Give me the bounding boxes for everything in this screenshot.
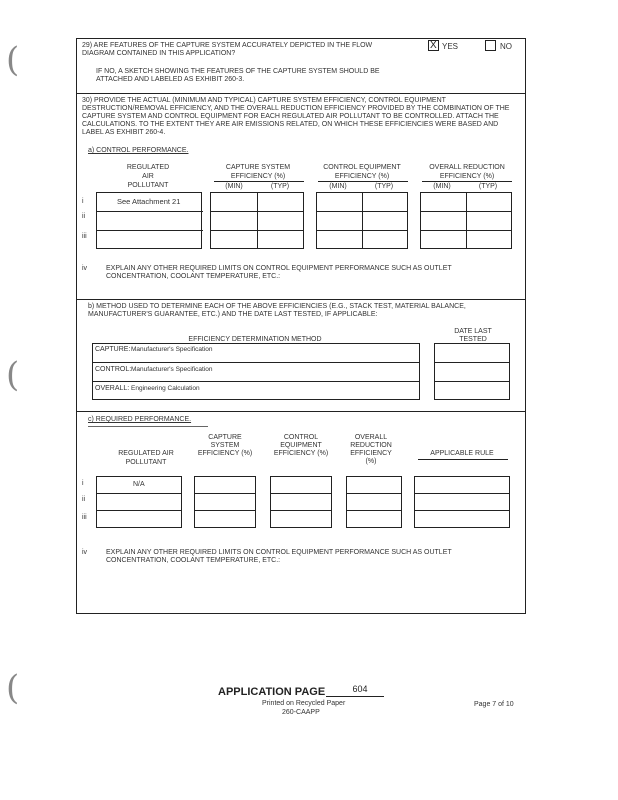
q30a-pollutant-cell[interactable] <box>97 212 203 231</box>
q30b-col-date-1: DATE LAST <box>454 328 492 335</box>
q30c-iv-text: EXPLAIN ANY OTHER REQUIRED LIMITS ON CONTROL EQUIPMENT PERFORMANCE SUCH AS OUTLET CONCENTRATION, COOLANT TEMPERATURE, ETC.: <box>106 549 452 564</box>
form-code: 260-CAAPP <box>282 709 320 716</box>
application-page-number-underline <box>326 696 384 697</box>
q30a-capture-typ-cell[interactable] <box>258 231 304 249</box>
application-page-label: APPLICATION PAGE <box>218 686 326 698</box>
q30c-rule-cell[interactable] <box>415 511 509 527</box>
q30b-date-cell[interactable] <box>435 363 509 382</box>
q30c-col-overall-2: REDUCTION <box>350 442 392 449</box>
q30c-rule-grid <box>414 476 510 528</box>
q30a-capture-min-cell[interactable] <box>211 193 258 212</box>
page-of: Page 7 of 10 <box>474 701 514 708</box>
q30c-control-cell[interactable] <box>271 511 331 527</box>
q30a-overall-underline <box>422 181 512 182</box>
q30a-col-pollutant-3: POLLUTANT <box>127 182 169 189</box>
q30b-date-grid <box>434 343 510 400</box>
q30a-row-label-ii: ii <box>82 213 86 220</box>
application-page-number: 604 <box>352 684 368 694</box>
q30c-capture-cell[interactable] <box>195 511 255 527</box>
binder-hole-mark-bottom: ( <box>6 668 20 708</box>
q29-no-label: NO <box>500 42 512 51</box>
q30a-capture-min-cell[interactable] <box>211 231 258 249</box>
q30c-row-label-iii: iii <box>82 514 87 521</box>
q30a-capture-underline <box>214 181 304 182</box>
q30b-capture-value: Manufacturer's Specification <box>131 346 213 353</box>
divider-29-30 <box>76 93 526 94</box>
q30a-overall-typ-cell[interactable] <box>467 193 512 212</box>
q30a-col-control-2: EFFICIENCY (%) <box>334 173 390 180</box>
q30a-overall-min-cell[interactable] <box>421 212 467 231</box>
q30a-overall-typ-cell[interactable] <box>467 231 512 249</box>
q30a-capture-typ: (TYP) <box>270 183 290 190</box>
q30c-overall-cell[interactable] <box>347 477 401 494</box>
q29-text: 29) ARE FEATURES OF THE CAPTURE SYSTEM ACCURATELY DEPICTED IN THE FLOW DIAGRAM CONTAINED IN THIS APPLICATION? <box>82 42 373 57</box>
q30a-control-min-cell[interactable] <box>317 193 363 212</box>
q30c-col-control-3: EFFICIENCY (%) <box>273 450 329 457</box>
q30c-pollutant-cell[interactable] <box>97 511 181 527</box>
q29-yes-mark: X <box>430 40 437 51</box>
q30a-col-pollutant-1: REGULATED <box>126 164 170 171</box>
q30b-method-row-overall[interactable] <box>93 382 419 399</box>
q30c-title-rule <box>88 426 208 427</box>
q30-text: 30) PROVIDE THE ACTUAL (MINIMUM AND TYPICAL) CAPTURE SYSTEM EFFICIENCY, CONTROL EQUIPMENT DESTRUCTION/REMOVAL EFFICIENCY, AND THE OVERALL REDUCTION EFFICIENCY PROVIDED BY THE COMBINATION OF THE CAPTURE SYSTEM AND CONTROL EQUIPMENT FOR EACH REGULATED AIR POLLUTANT TO BE CONTROLLED. ATTACH THE CALCULATIONS. TO THE EXTENT THEY ARE AIR EMISSIONS RELATED, ON WHICH THESE EFFICIENCIES WERE BASED AND LABEL AS EXHIBIT 260-4. <box>82 97 510 136</box>
q30c-col-pollutant-1: REGULATED AIR <box>118 450 174 457</box>
q29-yes-label: YES <box>442 42 459 51</box>
q30c-col-control-2: EQUIPMENT <box>280 442 322 449</box>
q30b-date-cell[interactable] <box>435 344 509 363</box>
binder-hole-mark-middle: ( <box>6 355 20 395</box>
q30a-overall-min-cell[interactable] <box>421 231 467 249</box>
q30a-iv-label: iv <box>82 265 88 272</box>
q30c-pollutant-value: N/A <box>133 481 145 488</box>
q30b-method-row-control[interactable] <box>93 363 419 382</box>
binder-hole-mark-top: ( <box>6 40 20 80</box>
q30a-col-control-1: CONTROL EQUIPMENT <box>323 164 401 171</box>
q30b-col-date-2: TESTED <box>459 336 487 343</box>
q30b-method-grid <box>92 343 420 400</box>
q30c-capture-cell[interactable] <box>195 494 255 511</box>
q30b-date-cell[interactable] <box>435 382 509 399</box>
q30a-iv-text: EXPLAIN ANY OTHER REQUIRED LIMITS ON CONTROL EQUIPMENT PERFORMANCE SUCH AS OUTLET CONCENTRATION, COOLANT TEMPERATURE, ETC.: <box>106 265 452 280</box>
q30a-col-overall-2: EFFICIENCY (%) <box>439 173 495 180</box>
q30c-row-label-ii: ii <box>82 496 86 503</box>
q30c-overall-cell[interactable] <box>347 511 401 527</box>
q29-yes-checkbox[interactable] <box>428 40 439 51</box>
q30c-capture-grid <box>194 476 256 528</box>
q30a-capture-min-cell[interactable] <box>211 212 258 231</box>
q30c-col-overall-4: (%) <box>365 458 377 465</box>
q30a-row-label-i: i <box>82 198 84 205</box>
q30c-overall-grid <box>346 476 402 528</box>
q30a-capture-grid <box>210 192 304 249</box>
q30a-col-pollutant-2: AIR <box>142 173 154 180</box>
q30c-pollutant-cell[interactable] <box>97 494 181 511</box>
q30c-col-overall-3: EFFICIENCY <box>350 450 392 457</box>
q30c-capture-cell[interactable] <box>195 477 255 494</box>
q30b-col-method: EFFICIENCY DETERMINATION METHOD <box>188 336 322 343</box>
printed-recycled: Printed on Recycled Paper <box>262 700 346 707</box>
q30a-col-capture-1: CAPTURE SYSTEM <box>225 164 291 171</box>
q30a-capture-min: (MIN) <box>225 183 243 190</box>
q30b-overall-value: Engineering Calculation <box>131 385 200 392</box>
q30a-overall-typ: (TYP) <box>478 183 498 190</box>
q30b-capture-label: CAPTURE: <box>95 346 131 353</box>
q30c-row-label-i: i <box>82 480 84 487</box>
q30a-capture-typ-cell[interactable] <box>258 212 304 231</box>
q30a-title: a) CONTROL PERFORMANCE. <box>88 147 189 154</box>
q30a-pollutant-value: See Attachment 21 <box>117 197 181 206</box>
q30a-overall-min-cell[interactable] <box>421 193 467 212</box>
q30c-rule-cell[interactable] <box>415 494 509 511</box>
q30a-control-typ-cell[interactable] <box>363 231 408 249</box>
q30c-iv-label: iv <box>82 549 88 556</box>
q30b-method-row-capture[interactable] <box>93 344 419 363</box>
q30a-pollutant-grid <box>96 192 202 249</box>
q30b-overall-label: OVERALL: <box>95 385 130 392</box>
q30a-control-min-cell[interactable] <box>317 212 363 231</box>
divider-30b-30c <box>76 411 526 412</box>
q30a-control-min-cell[interactable] <box>317 231 363 249</box>
divider-30a-30b <box>76 299 526 300</box>
q30c-col-control-1: CONTROL <box>283 434 319 441</box>
q30c-col-rule: APPLICABLE RULE <box>430 450 494 457</box>
q30b-control-value: Manufacturer's Specification <box>131 366 213 373</box>
q30a-control-min: (MIN) <box>329 183 347 190</box>
q30a-overall-typ-cell[interactable] <box>467 212 512 231</box>
q30c-rule-underline <box>418 459 508 460</box>
q30a-control-grid <box>316 192 408 249</box>
q30c-control-cell[interactable] <box>271 494 331 511</box>
q30c-col-capture-2: SYSTEM <box>210 442 240 449</box>
q30c-col-overall-1: OVERALL <box>354 434 388 441</box>
q30c-pollutant-grid <box>96 476 182 528</box>
q30c-col-pollutant-2: POLLUTANT <box>125 459 167 466</box>
q30c-overall-cell[interactable] <box>347 494 401 511</box>
q30c-title: c) REQUIRED PERFORMANCE. <box>88 416 192 423</box>
q30a-pollutant-cell[interactable] <box>97 193 203 212</box>
q30a-control-typ-cell[interactable] <box>363 212 408 231</box>
q30a-capture-typ-cell[interactable] <box>258 193 304 212</box>
q30a-control-underline <box>318 181 408 182</box>
q30c-col-capture-1: CAPTURE <box>208 434 242 441</box>
q30a-overall-grid <box>420 192 512 249</box>
q30a-row-label-iii: iii <box>82 233 87 240</box>
q29-no-checkbox[interactable] <box>485 40 496 51</box>
q30b-control-label: CONTROL: <box>95 366 132 373</box>
q30a-pollutant-cell[interactable] <box>97 231 203 250</box>
q30a-control-typ-cell[interactable] <box>363 193 408 212</box>
q30c-control-grid <box>270 476 332 528</box>
q30c-pollutant-cell[interactable] <box>97 477 181 494</box>
q30c-control-cell[interactable] <box>271 477 331 494</box>
q29-note: IF NO, A SKETCH SHOWING THE FEATURES OF THE CAPTURE SYSTEM SHOULD BE ATTACHED AND LABELED AS EXHIBIT 260-3. <box>96 68 380 83</box>
q30c-col-capture-3: EFFICIENCY (%) <box>197 450 253 457</box>
q30a-col-capture-2: EFFICIENCY (%) <box>230 173 286 180</box>
q30b-title-text: b) METHOD USED TO DETERMINE EACH OF THE ABOVE EFFICIENCIES (E.G., STACK TEST, MATERIAL BALANCE, MANUFACTURER'S GUARANTEE, ETC.) AND THE DATE LAST TESTED, IF APPLICABLE: <box>88 303 466 318</box>
q30a-col-overall-1: OVERALL REDUCTION <box>429 164 505 171</box>
q30c-rule-cell[interactable] <box>415 477 509 494</box>
q30a-overall-min: (MIN) <box>433 183 451 190</box>
q30a-control-typ: (TYP) <box>374 183 394 190</box>
